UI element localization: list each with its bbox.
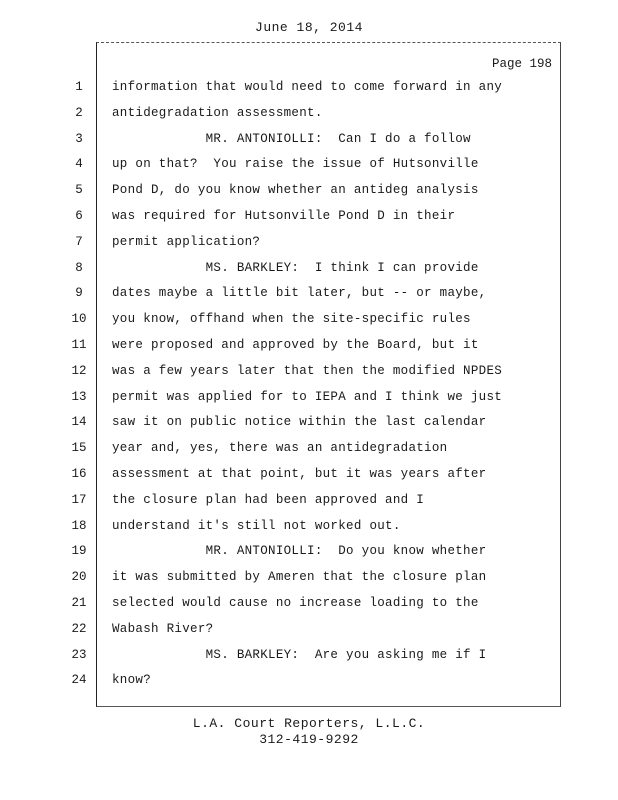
- line-number: 22: [71, 621, 87, 636]
- court-reporter-name: L.A. Court Reporters, L.L.C.: [192, 716, 426, 731]
- line-text: dates maybe a little bit later, but -- or maybe,: [112, 286, 487, 301]
- line-text: assessment at that point, but it was years after: [112, 467, 487, 481]
- line-text: information that would need to come forward in any: [112, 80, 503, 94]
- line-number: 10: [71, 312, 87, 327]
- line-text: permit was applied for to IEPA and I think we just: [112, 389, 503, 404]
- line-number: 17: [71, 492, 87, 507]
- transcript-date: June 18, 2014: [255, 20, 363, 35]
- line-number: 1: [75, 80, 83, 94]
- line-text: was a few years later that then the modified NPDES: [112, 363, 503, 378]
- line-text: Pond D, do you know whether an antideg analysis: [112, 183, 479, 198]
- line-number: 11: [71, 338, 87, 352]
- line-text: was required for Hutsonville Pond D in their: [112, 209, 456, 223]
- court-reporter-phone: 312-419-9292: [259, 732, 359, 747]
- line-number: 6: [75, 209, 83, 223]
- line-text: MR. ANTONIOLLI: Do you know whether: [112, 544, 487, 559]
- line-number: 13: [71, 389, 87, 404]
- line-text: year and, yes, there was an antidegradation: [112, 441, 448, 456]
- line-number: 9: [75, 286, 83, 301]
- line-text: understand it's still not worked out.: [112, 518, 401, 533]
- line-text: selected would cause no increase loading to the: [112, 596, 479, 610]
- line-number: 19: [71, 544, 87, 559]
- line-number: 7: [75, 234, 83, 249]
- line-number: 21: [71, 596, 87, 610]
- line-text: it was submitted by Ameren that the closure plan: [112, 570, 487, 585]
- line-number: 14: [71, 415, 87, 430]
- line-number: 12: [71, 363, 87, 378]
- page-number: Page 198: [491, 57, 552, 71]
- line-number: 5: [75, 183, 83, 198]
- line-number: 24: [71, 673, 87, 688]
- line-number: 8: [75, 260, 83, 275]
- line-number: 18: [71, 518, 87, 533]
- line-number: 20: [71, 570, 87, 585]
- line-number: 3: [75, 131, 83, 146]
- line-number: 15: [71, 441, 87, 456]
- line-text: permit application?: [112, 234, 261, 249]
- line-text: MR. ANTONIOLLI: Can I do a follow: [112, 131, 471, 146]
- line-number: 2: [75, 105, 83, 120]
- line-number: 16: [71, 467, 87, 481]
- line-text: MS. BARKLEY: I think I can provide: [112, 260, 479, 275]
- line-text: antidegradation assessment.: [112, 105, 323, 120]
- line-text: know?: [112, 673, 152, 688]
- line-number: 23: [71, 647, 87, 662]
- line-text: up on that? You raise the issue of Hutsonville: [112, 157, 479, 172]
- line-text: saw it on public notice within the last calendar: [112, 415, 487, 430]
- line-text: MS. BARKLEY: Are you asking me if I: [112, 647, 487, 662]
- line-text: the closure plan had been approved and I: [112, 492, 425, 507]
- line-text: Wabash River?: [112, 621, 214, 636]
- line-number: 4: [75, 157, 83, 172]
- line-text: you know, offhand when the site-specific rules: [112, 312, 471, 327]
- line-text: were proposed and approved by the Board, but it: [112, 338, 479, 352]
